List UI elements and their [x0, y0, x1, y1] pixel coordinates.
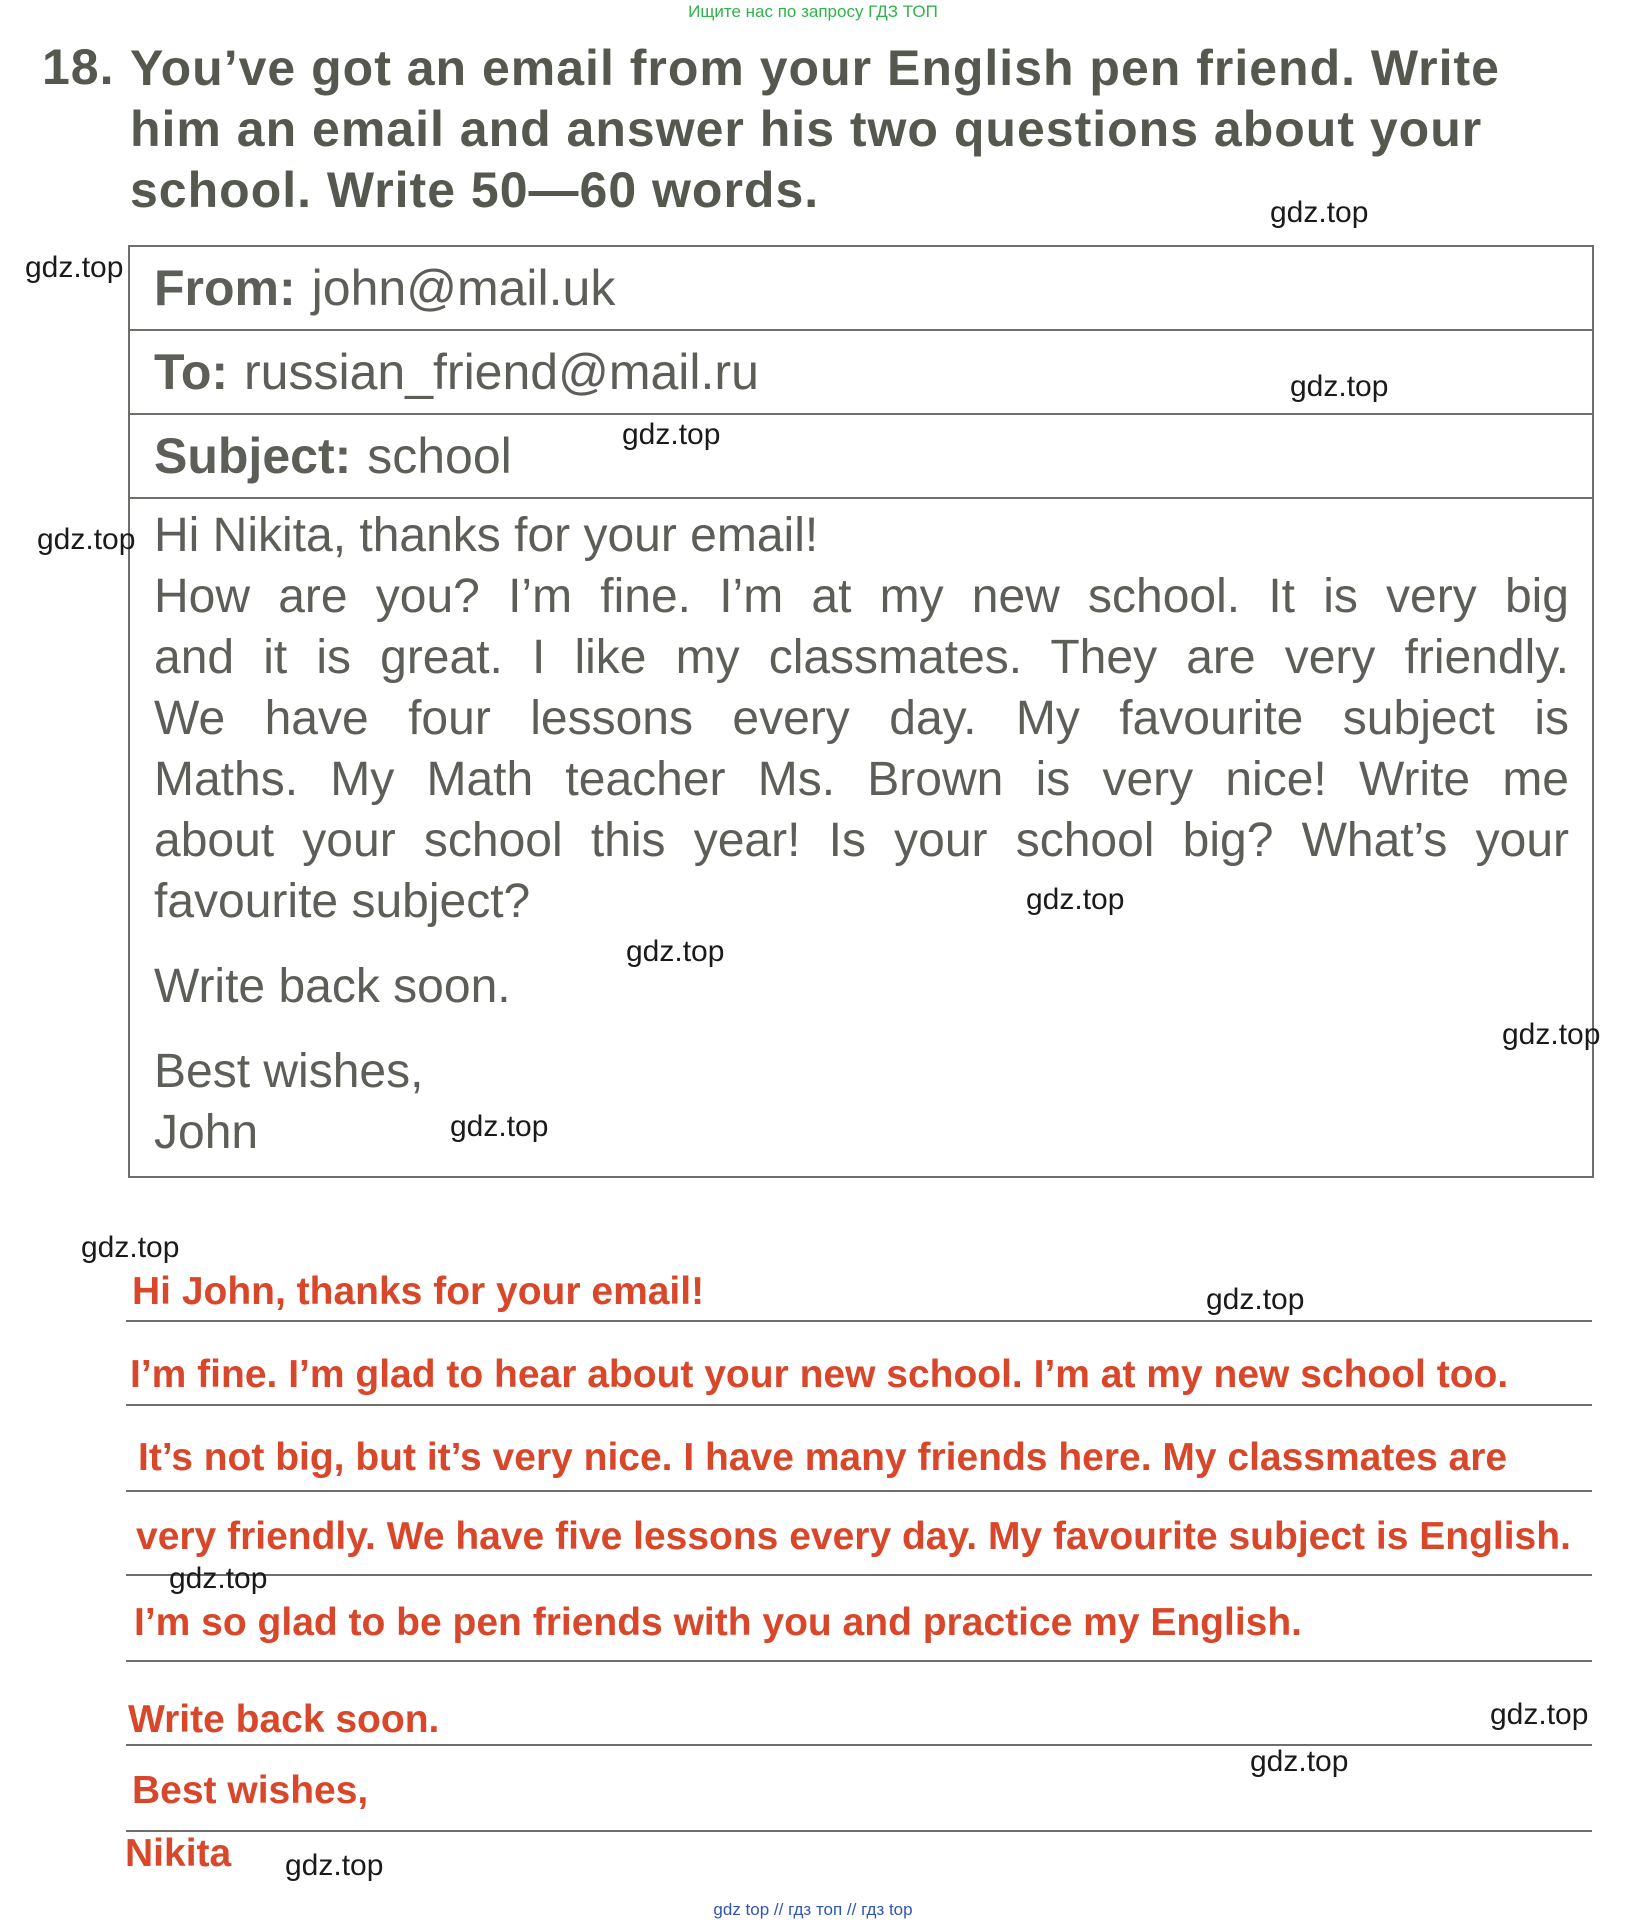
watermark: gdz.top — [81, 1231, 180, 1264]
email-body-line: Hi Nikita, thanks for your email! — [154, 509, 819, 562]
from-label: From: — [154, 260, 296, 316]
writing-line — [126, 1490, 1592, 1492]
subject-row — [130, 415, 1592, 499]
email-body-line: and it is great. I like my classmates. They are very friendly. — [154, 631, 1569, 684]
task-instructions — [130, 38, 1600, 221]
email-body-line: Best wishes, — [154, 1045, 424, 1098]
watermark: gdz.top — [1026, 883, 1125, 916]
watermark: gdz.top — [626, 935, 725, 968]
answer-line-text: Nikita — [125, 1832, 232, 1875]
from-row — [130, 247, 1592, 331]
task-line: school. Write 50—60 words. — [130, 162, 820, 218]
answer-line-text: Best wishes, — [132, 1769, 369, 1812]
footer: gdz top // гдз топ // гдз top — [713, 1900, 913, 1919]
email-body-line: Write back soon. — [154, 960, 511, 1013]
email-body-line: favourite subject? — [154, 875, 531, 928]
writing-line — [126, 1574, 1592, 1576]
answer-line-text: very friendly. We have five lessons every day. My favourite subject is English. — [136, 1515, 1571, 1558]
watermark: gdz.top — [1502, 1018, 1601, 1051]
answer-line-text: It’s not big, but it’s very nice. I have many friends here. My classmates are — [138, 1436, 1508, 1479]
task-line: him an email and answer his two questions about your — [130, 101, 1483, 157]
subject-label: Subject: — [154, 428, 352, 484]
email-body — [154, 505, 1569, 1163]
watermark: gdz.top — [37, 523, 136, 556]
writing-line — [126, 1830, 1592, 1832]
watermark: gdz.top — [285, 1849, 384, 1882]
to-label: To: — [154, 344, 229, 400]
from-value: john@mail.uk — [311, 260, 616, 316]
task-line: You’ve got an email from your English pen friend. Write — [130, 40, 1500, 96]
email-body-line: Maths. My Math teacher Ms. Brown is very nice! Write me — [154, 753, 1569, 806]
task-number: 18. — [42, 39, 115, 95]
writing-line — [126, 1320, 1592, 1322]
email-body-line: about your school this year! Is your school big? What’s your — [154, 814, 1569, 867]
writing-line — [126, 1660, 1592, 1662]
answer-line-text: Hi John, thanks for your email! — [132, 1270, 705, 1313]
answer-line-text: I’m fine. I’m glad to hear about your new school. I’m at my new school too. — [130, 1353, 1509, 1396]
watermark: gdz.top — [450, 1110, 549, 1143]
watermark: gdz.top — [1270, 196, 1369, 229]
subject-value: school — [367, 428, 512, 484]
watermark: gdz.top — [622, 418, 721, 451]
answer-line-text: I’m so glad to be pen friends with you and practice my English. — [134, 1601, 1303, 1644]
watermark: gdz.top — [25, 251, 124, 284]
email-body-line: We have four lessons every day. My favourite subject is — [154, 692, 1569, 745]
watermark: gdz.top — [1250, 1745, 1349, 1778]
watermark: gdz.top — [1290, 370, 1389, 403]
writing-line — [126, 1404, 1592, 1406]
watermark: gdz.top — [169, 1562, 268, 1595]
watermark: gdz.top — [1490, 1698, 1589, 1731]
watermark: gdz.top — [1206, 1283, 1305, 1316]
to-value: russian_friend@mail.ru — [244, 344, 759, 400]
top-banner: Ищите нас по запросу ГДЗ ТОП — [688, 2, 938, 21]
email-body-line: John — [154, 1106, 259, 1159]
writing-line — [126, 1744, 1592, 1746]
email-body-line: How are you? I’m fine. I’m at my new school. It is very big — [154, 570, 1569, 623]
answer-line-text: Write back soon. — [128, 1698, 440, 1741]
